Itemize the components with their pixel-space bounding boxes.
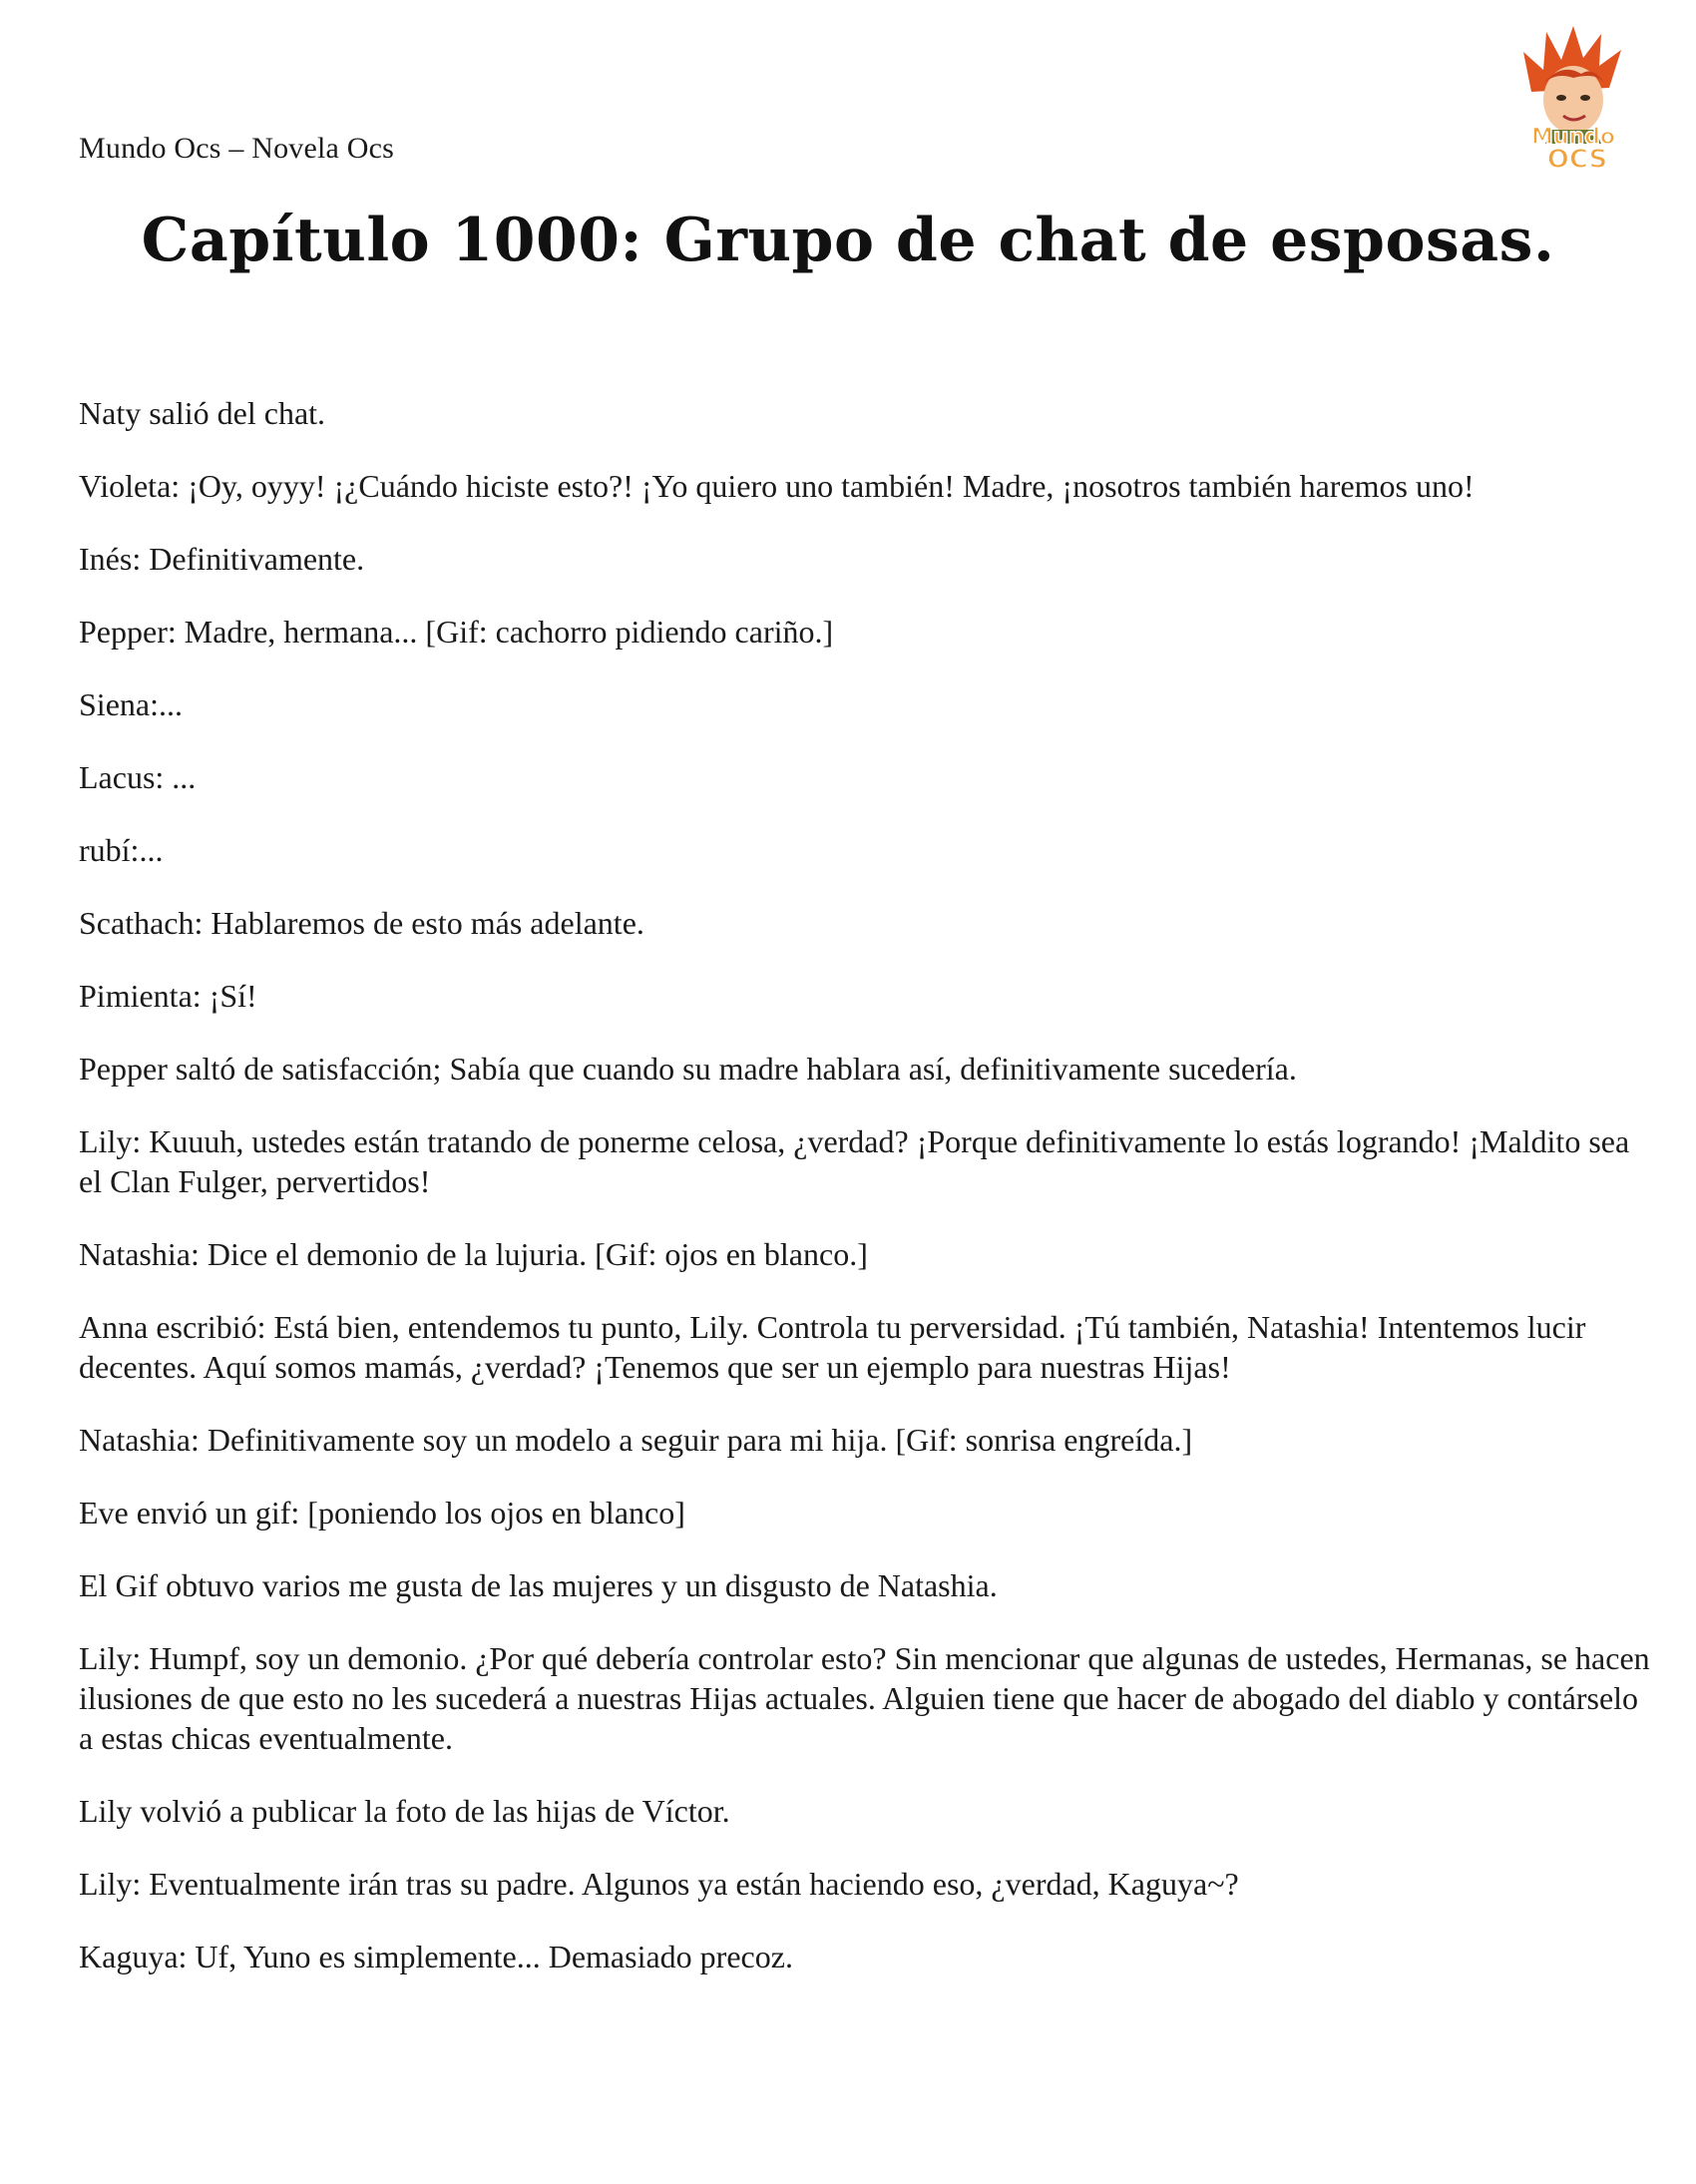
paragraph: Pepper saltó de satisfacción; Sabía que cuando su madre hablara así, definitivamente sucedería. — [79, 1051, 1297, 1087]
mundo-ocs-logo — [1501, 22, 1646, 177]
paragraph: Lily: Eventualmente irán tras su padre. Algunos ya están haciendo eso, ¿verdad, Kaguya~? — [79, 1866, 1239, 1902]
paragraph: Natashia: Dice el demonio de la lujuria. [Gif: ojos en blanco.] — [79, 1236, 868, 1272]
paragraph: Lily: Kuuuh, ustedes están tratando de ponerme celosa, ¿verdad? ¡Porque definitivamente lo estás logrando! ¡Maldito sea el Clan Fulger, pervertidos! — [79, 1123, 1630, 1199]
chapter-body — [79, 393, 1655, 2009]
paragraph: Lacus: ... — [79, 759, 197, 795]
paragraph: Natashia: Definitivamente soy un modelo a seguir para mi hija. [Gif: sonrisa engreída.] — [79, 1422, 1193, 1458]
chapter-title: Capítulo 1000: Grupo de chat de esposas. — [141, 206, 1555, 275]
paragraph: El Gif obtuvo varios me gusta de las mujeres y un disgusto de Natashia. — [79, 1567, 998, 1603]
paragraph: Eve envió un gif: [poniendo los ojos en blanco] — [79, 1495, 685, 1530]
paragraph: Naty salió del chat. — [79, 395, 326, 431]
paragraph: Scathach: Hablaremos de esto más adelante. — [79, 905, 644, 941]
paragraph: Lily volvió a publicar la foto de las hijas de Víctor. — [79, 1793, 730, 1829]
logo-word-2: OCS — [1546, 145, 1608, 175]
paragraph: Pepper: Madre, hermana... [Gif: cachorro pidiendo cariño.] — [79, 614, 834, 650]
paragraph: Anna escribió: Está bien, entendemos tu punto, Lily. Controla tu perversidad. ¡Tú también, Natashia! Intentemos lucir decentes. Aquí somos mamás, ¿verdad? ¡Tenemos que ser un ejemplo para nuestras Hijas! — [79, 1309, 1586, 1385]
paragraph: Lily: Humpf, soy un demonio. ¿Por qué debería controlar esto? Sin mencionar que algunas de ustedes, Hermanas, se hacen ilusiones de que esto no les sucederá a nuestras Hijas actuales. Alguien tiene que hacer de abogado del diablo y contárselo a estas chicas eventualmente. — [79, 1640, 1650, 1756]
paragraph: Kaguya: Uf, Yuno es simplemente... Demasiado precoz. — [79, 1939, 793, 1974]
paragraph: Pimienta: ¡Sí! — [79, 978, 257, 1014]
logo-graphic — [1501, 22, 1646, 177]
logo-word-1: Mundo — [1530, 125, 1616, 150]
site-header-line: Mundo Ocs – Novela Ocs — [79, 132, 395, 165]
paragraph: Inés: Definitivamente. — [79, 541, 365, 577]
paragraph: Siena:... — [79, 686, 183, 722]
paragraph: rubí:... — [79, 832, 164, 868]
paragraph: Violeta: ¡Oy, oyyy! ¡¿Cuándo hiciste esto?! ¡Yo quiero uno también! Madre, ¡nosotros también haremos uno! — [79, 468, 1475, 504]
